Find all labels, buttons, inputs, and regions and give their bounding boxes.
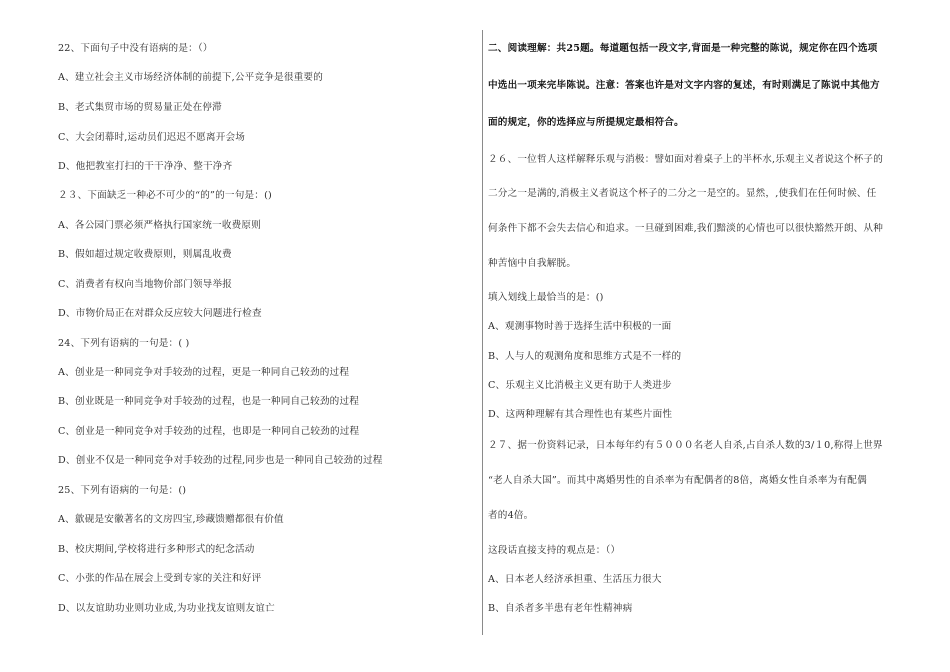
q25-option-c: C、小张的作品在展会上受到专家的关注和好评 bbox=[58, 573, 262, 584]
q27-passage-line-3: 者的4倍。 bbox=[488, 510, 534, 521]
q27-option-a: A、日本老人经济承担重、生活压力很大 bbox=[488, 574, 662, 585]
q23-option-c: C、消费者有权向当地物价部门领导举报 bbox=[58, 279, 233, 290]
q26-option-d: D、这两种理解有其合理性也有某些片面性 bbox=[488, 409, 673, 420]
q26-option-a: A、观测事物时善于选择生活中积极的一面 bbox=[488, 321, 672, 332]
q27-passage-line-2: “老人自杀大国”。而其中离婚男性的自杀率为有配偶者的8倍，离婚女性自杀率为有配偶 bbox=[488, 475, 867, 486]
section-instructions-line-2: 中选出一项来完毕陈说。注意：答案也许是对文字内容的复述，有时则满足了陈说中其他方 bbox=[488, 80, 880, 91]
q22-option-b: B、老式集贸市场的贸易量正处在停滞 bbox=[58, 102, 222, 113]
q27-option-b: B、自杀者多半患有老年性精神病 bbox=[488, 603, 633, 614]
q24-option-c: C、创业是一种同竞争对手较劲的过程，也即是一种同自己较劲的过程 bbox=[58, 426, 360, 437]
q24-option-b: B、创业既是一种同竞争对手较劲的过程，也是一种同自己较劲的过程 bbox=[58, 396, 360, 407]
section-instructions-line-1: 二、阅读理解：共25题。每道题包括一段文字,背面是一种完整的陈说，规定你在四个选项 bbox=[488, 43, 878, 54]
question-22: 22、下面句子中没有语病的是：（） bbox=[58, 43, 213, 54]
q25-option-b: B、校庆期间,学校将进行多种形式的纪念活动 bbox=[58, 544, 255, 555]
q24-option-a: A、创业是一种同竞争对手较劲的过程，更是一种同自己较劲的过程 bbox=[58, 367, 350, 378]
q25-option-a: A、歙砚是安徽著名的文房四宝,珍藏馈赠都很有价值 bbox=[58, 514, 284, 525]
section-instructions-line-3: 面的规定，你的选择应与所提规定最相符合。 bbox=[488, 117, 684, 128]
q23-option-b: B、假如超过规定收费原则，则属乱收费 bbox=[58, 249, 232, 260]
q22-option-c: C、大会闭幕时,运动员们迟迟不愿离开会场 bbox=[58, 132, 246, 143]
q23-option-a: A、各公园门票必须严格执行国家统一收费原则 bbox=[58, 220, 262, 231]
q26-passage-line-1: ２６、一位哲人这样解释乐观与消极：譬如面对着桌子上的半杯水,乐观主义者说这个杯子的 bbox=[488, 154, 883, 165]
q26-option-c: C、乐观主义比消极主义更有助于人类进步 bbox=[488, 380, 672, 391]
q26-passage-line-3: 何条件下都不会失去信心和追求。一旦碰到困难,我们黯淡的心情也可以很快豁然开朗、从种 bbox=[488, 223, 883, 234]
q26-passage-line-4: 种苦恼中自我解脱。 bbox=[488, 258, 577, 269]
q27-prompt: 这段话直接支持的观点是：（） bbox=[488, 545, 621, 556]
q27-passage-line-1: ２７、据一份资料记录，日本每年约有５０００名老人自杀,占自杀人数的3/１0,称得上世界 bbox=[488, 440, 883, 451]
q22-option-d: D、他把教室打扫的干干净净、整干净齐 bbox=[58, 161, 233, 172]
q22-option-a: A、建立社会主义市场经济体制的前提下,公平竞争是很重要的 bbox=[58, 72, 324, 83]
q25-option-d: D、以友谊助功业则功业成,为功业找友谊则友谊亡 bbox=[58, 603, 275, 614]
column-divider bbox=[482, 30, 483, 635]
q26-option-b: B、人与人的观测角度和思维方式是不一样的 bbox=[488, 351, 682, 362]
q24-option-d: D、创业不仅是一种同竞争对手较劲的过程,同步也是一种同自己较劲的过程 bbox=[58, 455, 383, 466]
q23-option-d: D、市物价局正在对群众反应较大问题进行检查 bbox=[58, 308, 262, 319]
q26-prompt: 填入划线上最恰当的是：() bbox=[488, 292, 604, 303]
question-25: 25、下列有语病的一句是：() bbox=[58, 485, 187, 496]
q26-passage-line-2: 二分之一是满的,消极主义者说这个杯子的二分之一是空的。显然，,使我们在任何时候、任 bbox=[488, 188, 877, 199]
question-24: 24、下列有语病的一句是：( ) bbox=[58, 338, 190, 349]
question-23: ２３、下面缺乏一种必不可少的“的”的一句是：() bbox=[58, 190, 272, 201]
